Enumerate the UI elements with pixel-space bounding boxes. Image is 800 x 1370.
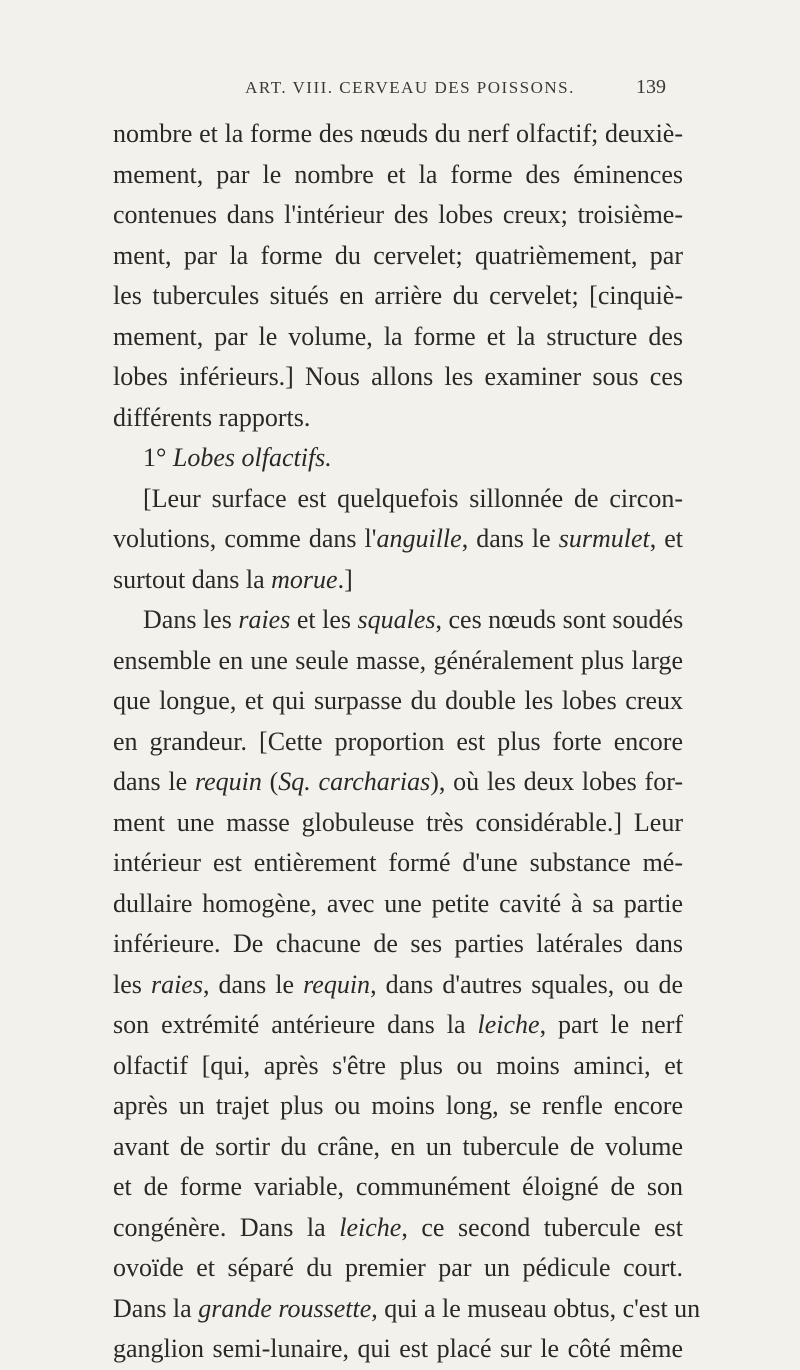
text-line: après un trajet plus ou moins long, se renfle encore [113,1091,683,1120]
text-line: congénère. Dans la leiche, ce second tubercule est [113,1212,683,1242]
page-number: 139 [636,76,666,98]
text-line: ovoïde et séparé du premier par un pédicule court. [113,1253,683,1282]
text-line: surtout dans la morue.] [113,564,353,594]
text-line: avant de sortir du crâne, en un tubercule de volume [113,1131,683,1161]
text-line: Dans la grande roussette, qui a le museau obtus, c'est un [113,1293,701,1323]
text-line: lobes inférieurs.] Nous allons les examiner sous ces [113,362,683,391]
text-line: ment, par la forme du cervelet; quatrièmement, par [113,240,683,270]
text-line: ensemble en une seule masse, généralement plus large [113,645,683,675]
text-line: olfactif [qui, après s'être plus ou moins aminci, et [113,1050,683,1080]
text-line: que longue, et qui surpasse du double les lobes creux [113,686,683,715]
text-line: [Leur surface est quelquefois sillonnée de circon- [143,483,683,513]
text-line: ganglion semi-lunaire, qui est placé sur le côté même [113,1334,683,1363]
section-heading-title: Lobes olfactifs. [172,443,332,472]
text-line: dans le requin (Sq. carcharias), où les deux lobes for- [113,767,683,796]
text-line: et de forme variable, communément éloigné de son [113,1172,683,1201]
text-line: volutions, comme dans l'anguille, dans le surmulet, et [113,524,684,553]
text-line: en grandeur. [Cette proportion est plus forte encore [113,726,683,756]
text-line: Dans les raies et les squales, ces nœuds sont soudés [143,605,684,634]
section-heading: 1° Lobes olfactifs. [143,443,332,472]
body-text [113,114,701,1370]
running-head: ART. VIII. CERVEAU DES POISSONS. [245,78,575,97]
text-line: contenues dans l'intérieur des lobes creux; troisième- [113,200,683,229]
text-line: nombre et la forme des nœuds du nerf olfactif; deuxiè- [113,119,683,148]
text-line: son extrémité antérieure dans la leiche, part le nerf [113,1010,684,1039]
text-line: mement, par le nombre et la forme des éminences [113,159,683,189]
text-line: inférieure. De chacune de ses parties latérales dans [113,929,683,958]
text-line: les raies, dans le requin, dans d'autres squales, ou de [113,969,683,999]
text-line: différents rapports. [113,402,311,432]
text-line: mement, par le volume, la forme et la structure des [113,321,683,351]
text-line: intérieur est entièrement formé d'une substance mé- [113,848,683,877]
text-line: dullaire homogène, avec une petite cavité à sa partie [113,888,683,918]
text-line: les tubercules situés en arrière du cervelet; [cinquiè- [113,281,683,310]
text-line: ment une masse globuleuse très considérable.] Leur [113,807,683,837]
